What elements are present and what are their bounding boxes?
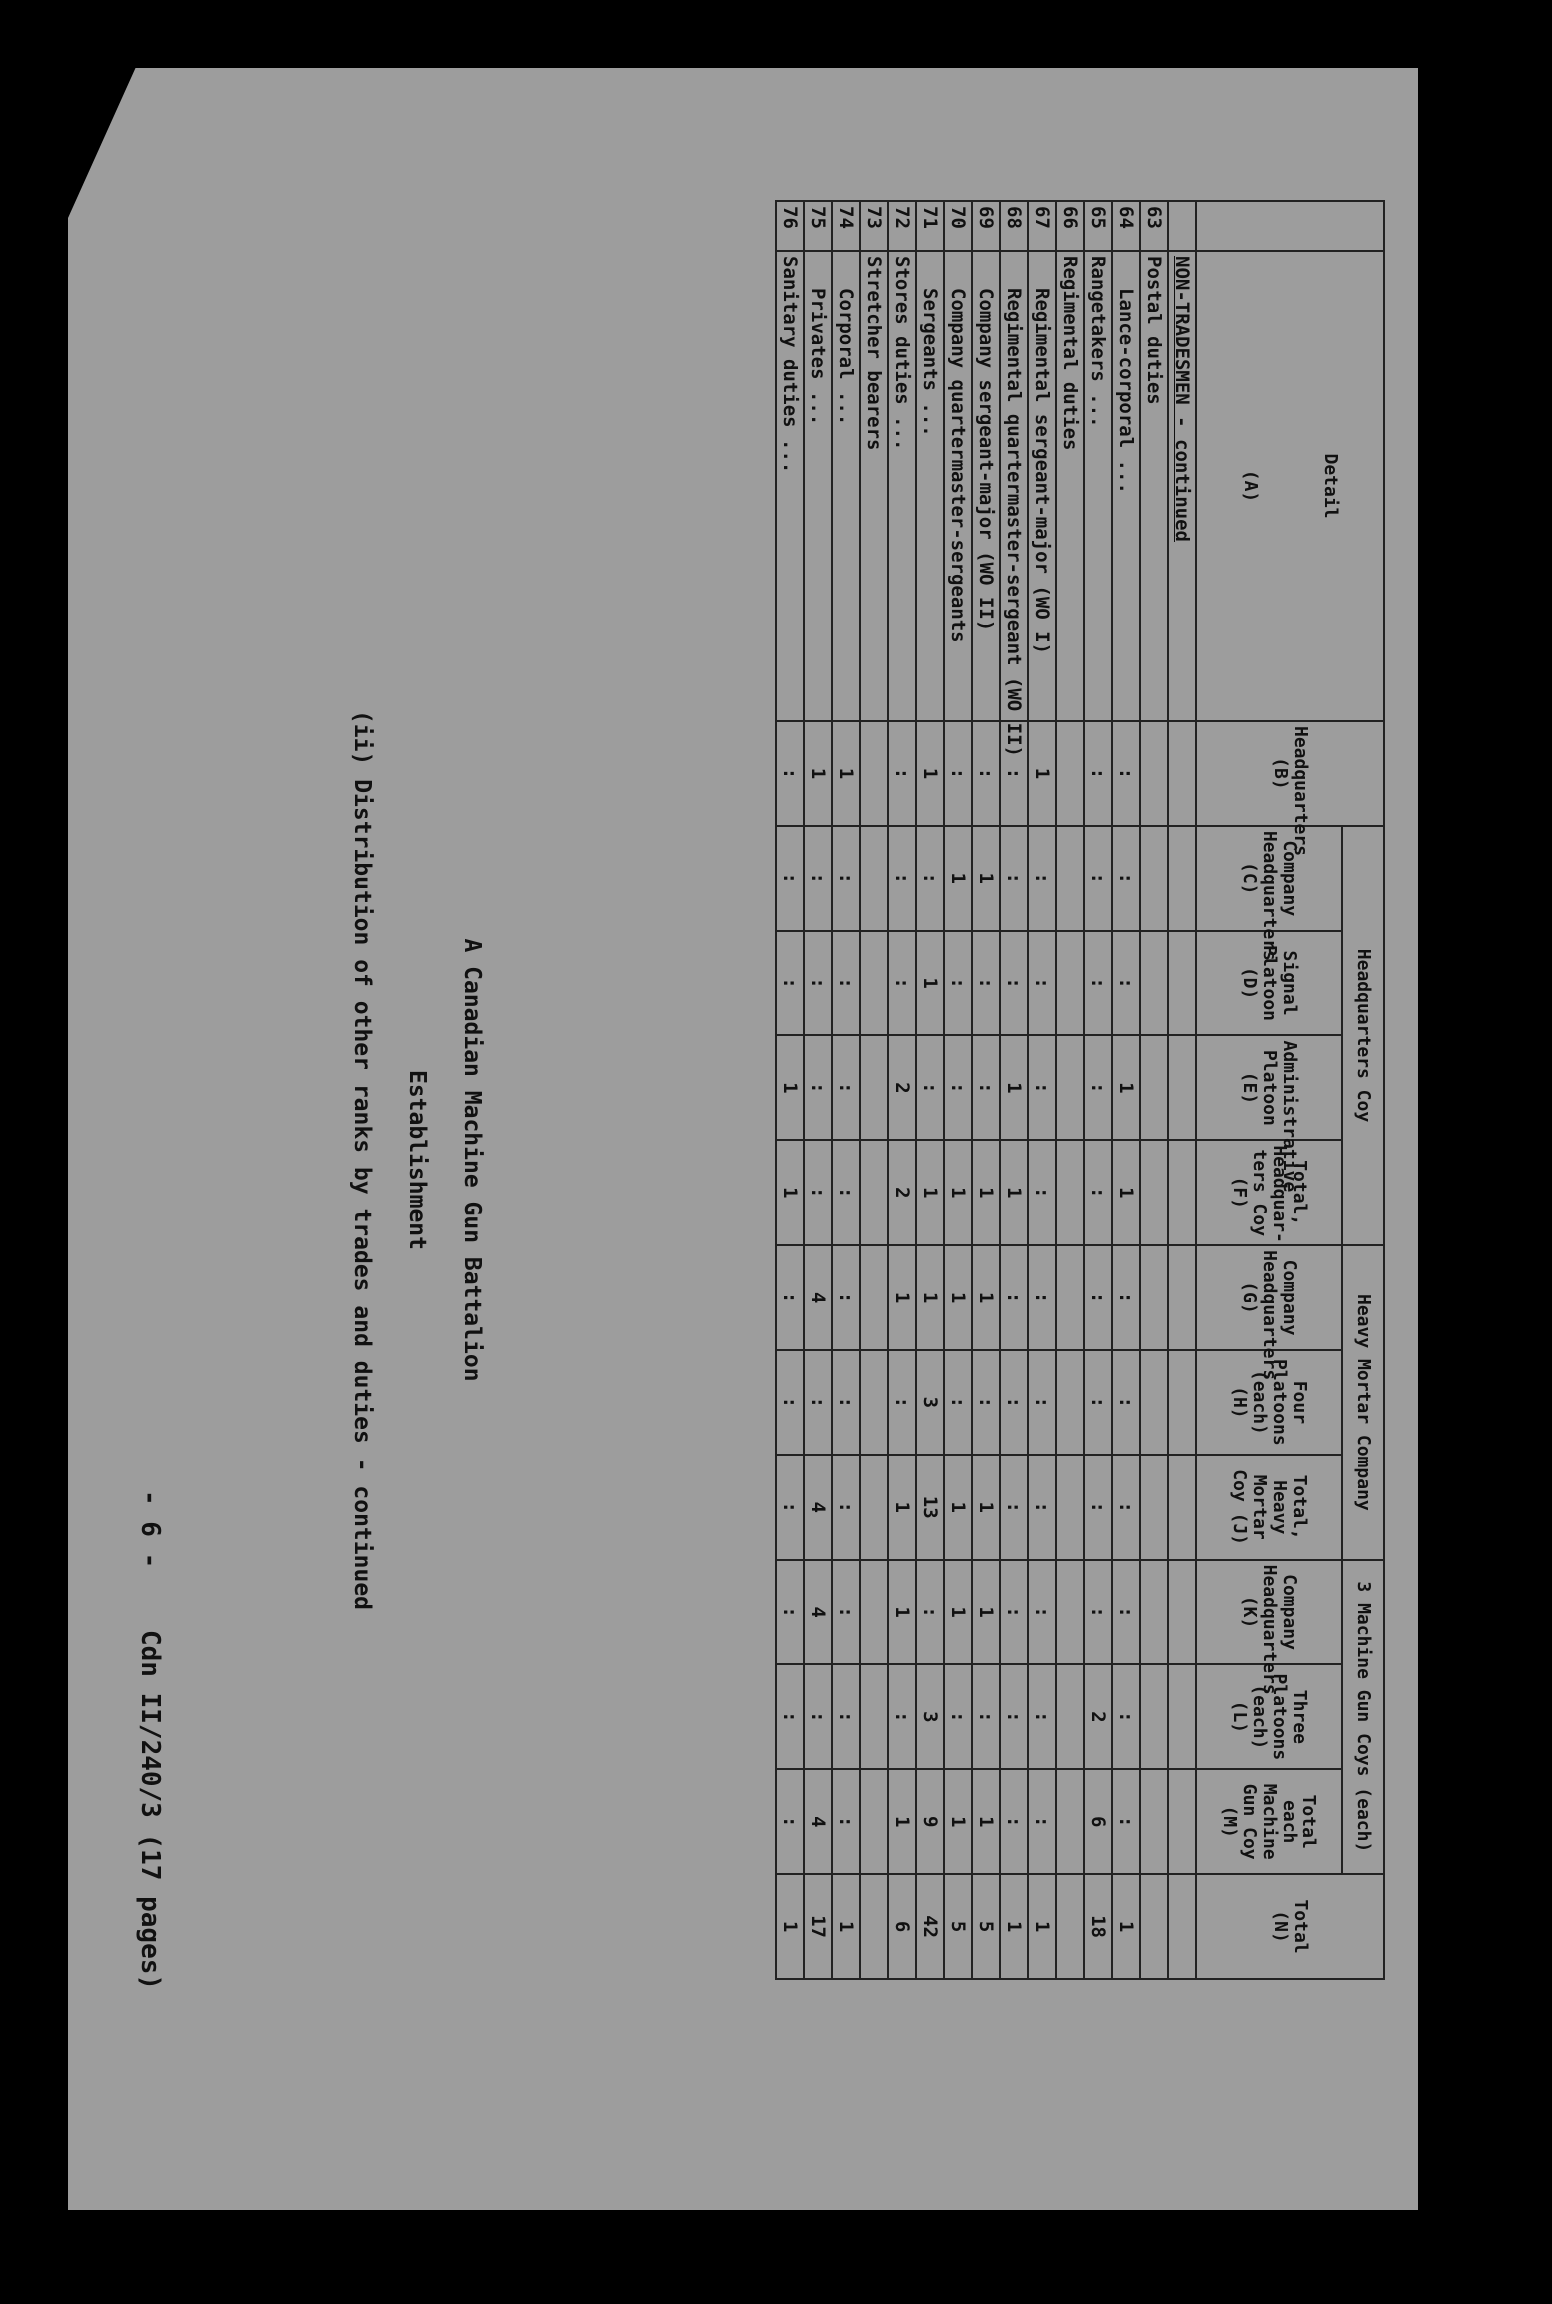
cell-l: :: [972, 1664, 1000, 1769]
cell-h: 3: [916, 1350, 944, 1455]
cell-g: :: [1112, 1245, 1140, 1350]
cell-j: [860, 1455, 888, 1560]
cell-k: 1: [888, 1560, 916, 1665]
cell-j: [1056, 1455, 1084, 1560]
cell-e: [860, 1035, 888, 1140]
cell-j: 4: [804, 1455, 832, 1560]
cell-c: [1056, 826, 1084, 931]
table-row: [1000, 201, 1028, 1979]
cell-l: :: [832, 1664, 860, 1769]
cell-f: :: [1084, 1140, 1112, 1245]
section-heading: NON-TRADESMEN - continued: [1168, 251, 1196, 721]
cell-g: :: [832, 1245, 860, 1350]
cell-m: 1: [944, 1769, 972, 1874]
cell-m: 9: [916, 1769, 944, 1874]
cell-f: :: [1028, 1140, 1056, 1245]
cell-h: :: [1000, 1350, 1028, 1455]
cell-j: 1: [888, 1455, 916, 1560]
header-l: Three Platoons (each) (L): [1196, 1664, 1342, 1769]
cell-j: :: [1112, 1455, 1140, 1560]
table-row: [1140, 201, 1168, 1979]
cell-f: 1: [1000, 1140, 1028, 1245]
cell-l: :: [944, 1664, 972, 1769]
row-detail: Privates ...: [804, 251, 832, 721]
cell-g: :: [1000, 1245, 1028, 1350]
cell-e: 1: [1000, 1035, 1028, 1140]
cell-j: [1140, 1455, 1168, 1560]
cell-n: 18: [1084, 1874, 1112, 1979]
row-detail: Company quartermaster-sergeants: [944, 251, 972, 721]
cell-n: 17: [804, 1874, 832, 1979]
cell-f: [1056, 1140, 1084, 1245]
cell-e: :: [972, 1035, 1000, 1140]
cell-d: [1056, 931, 1084, 1036]
cell-k: :: [776, 1560, 804, 1665]
cell-m: [860, 1769, 888, 1874]
cell-d: :: [944, 931, 972, 1036]
table-cell: [1168, 201, 1196, 251]
cell-c: :: [1112, 826, 1140, 931]
section-heading-row: [1168, 201, 1196, 1979]
row-number: 75: [804, 201, 832, 251]
row-detail: Lance-corporal ...: [1112, 251, 1140, 721]
row-number: 73: [860, 201, 888, 251]
cell-c: [1140, 826, 1168, 931]
cell-g: 1: [944, 1245, 972, 1350]
header-detail-letter: (A): [1240, 469, 1261, 503]
cell-b: 1: [916, 721, 944, 826]
cell-m: :: [1028, 1769, 1056, 1874]
row-number: 66: [1056, 201, 1084, 251]
cell-l: [1140, 1664, 1168, 1769]
table-row: [1112, 201, 1140, 1979]
row-detail: Stretcher bearers: [860, 251, 888, 721]
cell-k: [1140, 1560, 1168, 1665]
header-n: Total (N): [1196, 1874, 1384, 1979]
cell-g: 1: [916, 1245, 944, 1350]
cell-m: 6: [1084, 1769, 1112, 1874]
cell-k: :: [1084, 1560, 1112, 1665]
header-detail-label: Detail: [1319, 453, 1341, 519]
cell-n: 1: [1112, 1874, 1140, 1979]
table-row: [972, 201, 1000, 1979]
cell-f: 1: [776, 1140, 804, 1245]
group-mg-coys: 3 Machine Gun Coys (each): [1342, 1560, 1384, 1874]
row-number: 64: [1112, 201, 1140, 251]
cell-d: :: [1112, 931, 1140, 1036]
cell-m: 4: [804, 1769, 832, 1874]
cell-e: :: [944, 1035, 972, 1140]
cell-g: :: [1084, 1245, 1112, 1350]
header-f: Total, Headquar-ters Coy (F): [1196, 1140, 1342, 1245]
cell-d: :: [832, 931, 860, 1036]
cell-e: 1: [1112, 1035, 1140, 1140]
cell-g: :: [776, 1245, 804, 1350]
cell-m: [1140, 1769, 1168, 1874]
cell-e: :: [1084, 1035, 1112, 1140]
cell-n: [1140, 1874, 1168, 1979]
cell-j: 1: [944, 1455, 972, 1560]
cell-c: :: [804, 826, 832, 931]
table-row: [860, 201, 888, 1979]
cell-k: :: [916, 1560, 944, 1665]
header-e: Administrative Platoon (E): [1196, 1035, 1342, 1140]
header-m: Total each Machine Gun Coy (M): [1196, 1769, 1342, 1874]
cell-c: :: [1084, 826, 1112, 931]
table-body: [776, 201, 1196, 1979]
cell-h: :: [1028, 1350, 1056, 1455]
cell-l: [1056, 1664, 1084, 1769]
cell-d: 1: [916, 931, 944, 1036]
cell-d: :: [1084, 931, 1112, 1036]
cell-n: 1: [1000, 1874, 1028, 1979]
cell-h: :: [776, 1350, 804, 1455]
cell-g: [1140, 1245, 1168, 1350]
cell-g: [860, 1245, 888, 1350]
cell-e: [1056, 1035, 1084, 1140]
row-detail: Corporal ...: [832, 251, 860, 721]
cell-l: :: [888, 1664, 916, 1769]
cell-f: [860, 1140, 888, 1245]
cell-b: [860, 721, 888, 826]
cell-n: 5: [972, 1874, 1000, 1979]
cell-j: :: [1084, 1455, 1112, 1560]
cell-m: [1056, 1769, 1084, 1874]
cell-h: :: [888, 1350, 916, 1455]
document-title: A Canadian Machine Gun Battalion: [459, 938, 485, 1382]
cell-m: :: [1000, 1769, 1028, 1874]
cell-f: [1140, 1140, 1168, 1245]
row-number: 67: [1028, 201, 1056, 251]
cell-b: [1140, 721, 1168, 826]
header-h: Four Platoons (each) (H): [1196, 1350, 1342, 1455]
row-detail: Sanitary duties ...: [776, 251, 804, 721]
cell-b: [1056, 721, 1084, 826]
cell-c: :: [1028, 826, 1056, 931]
cell-b: :: [1000, 721, 1028, 826]
table-row: [944, 201, 972, 1979]
row-detail: Postal duties: [1140, 251, 1168, 721]
cell-l: :: [1000, 1664, 1028, 1769]
cell-j: :: [776, 1455, 804, 1560]
cell-c: 1: [972, 826, 1000, 931]
cell-l: :: [1028, 1664, 1056, 1769]
cell-j: 1: [972, 1455, 1000, 1560]
cell-n: 5: [944, 1874, 972, 1979]
cell-e: :: [804, 1035, 832, 1140]
cell-k: 4: [804, 1560, 832, 1665]
cell-g: :: [1028, 1245, 1056, 1350]
cell-b: 1: [832, 721, 860, 826]
row-number: 65: [1084, 201, 1112, 251]
cell-h: :: [832, 1350, 860, 1455]
cell-d: [1140, 931, 1168, 1036]
row-number: 74: [832, 201, 860, 251]
cell-e: 2: [888, 1035, 916, 1140]
cell-h: [860, 1350, 888, 1455]
header-b: Headquarters (B): [1196, 721, 1384, 826]
cell-b: :: [972, 721, 1000, 826]
row-number: 70: [944, 201, 972, 251]
cell-f: 2: [888, 1140, 916, 1245]
cell-d: :: [888, 931, 916, 1036]
cell-g: 1: [888, 1245, 916, 1350]
document-reference: Cdn II/240/3 (17 pages): [135, 1630, 165, 1991]
cell-m: 1: [972, 1769, 1000, 1874]
cell-n: 1: [776, 1874, 804, 1979]
cell-k: [860, 1560, 888, 1665]
cell-k: :: [1000, 1560, 1028, 1665]
cell-k: [1056, 1560, 1084, 1665]
cell-l: :: [804, 1664, 832, 1769]
cell-b: :: [776, 721, 804, 826]
cell-d: :: [776, 931, 804, 1036]
cell-l: 3: [916, 1664, 944, 1769]
cell-l: :: [776, 1664, 804, 1769]
cell-b: :: [1112, 721, 1140, 826]
cell-h: [1056, 1350, 1084, 1455]
cell-k: 1: [972, 1560, 1000, 1665]
cell-e: :: [832, 1035, 860, 1140]
row-number: 69: [972, 201, 1000, 251]
row-number: 71: [916, 201, 944, 251]
cell-h: :: [944, 1350, 972, 1455]
cell-c: :: [888, 826, 916, 931]
table-row: [1084, 201, 1112, 1979]
group-hq-coy: Headquarters Coy: [1342, 826, 1384, 1245]
cell-b: :: [1084, 721, 1112, 826]
cell-c: 1: [944, 826, 972, 931]
cell-n: 1: [832, 1874, 860, 1979]
table-row: [804, 201, 832, 1979]
row-detail: Sergeants ...: [916, 251, 944, 721]
establishment-table-wrapper: [355, 200, 1385, 1980]
cell-b: 1: [1028, 721, 1056, 826]
cell-n: 42: [916, 1874, 944, 1979]
table-row: [776, 201, 804, 1979]
cell-n: [860, 1874, 888, 1979]
cell-c: [860, 826, 888, 931]
cell-j: :: [1000, 1455, 1028, 1560]
cell-m: :: [776, 1769, 804, 1874]
cell-g: [1056, 1245, 1084, 1350]
cell-b: :: [944, 721, 972, 826]
cell-g: 1: [972, 1245, 1000, 1350]
header-k: Company Headquarters (K): [1196, 1560, 1342, 1665]
cell-l: :: [1112, 1664, 1140, 1769]
table-row: [1028, 201, 1056, 1979]
group-heavy-mortar: Heavy Mortar Company: [1342, 1245, 1384, 1559]
cell-j: :: [832, 1455, 860, 1560]
cell-k: :: [1112, 1560, 1140, 1665]
cell-d: :: [972, 931, 1000, 1036]
cell-n: [1056, 1874, 1084, 1979]
table-row: [832, 201, 860, 1979]
rotated-sheet: [135, 160, 1385, 2160]
cell-h: :: [1084, 1350, 1112, 1455]
row-detail: Stores duties ...: [888, 251, 916, 721]
cell-b: :: [888, 721, 916, 826]
cell-l: 2: [1084, 1664, 1112, 1769]
header-j: Total, Heavy Mortar Coy (J): [1196, 1455, 1342, 1560]
table-row: [1056, 201, 1084, 1979]
page-number: - 6 -: [135, 1490, 165, 1569]
document-subtitle: Establishment: [404, 1069, 430, 1250]
cell-h: :: [972, 1350, 1000, 1455]
table-row: [888, 201, 916, 1979]
cell-n: 6: [888, 1874, 916, 1979]
cell-j: 13: [916, 1455, 944, 1560]
header-c: Company Headquarters (C): [1196, 826, 1342, 931]
header-g: Company Headquarters (G): [1196, 1245, 1342, 1350]
cell-h: [1140, 1350, 1168, 1455]
row-number: 76: [776, 201, 804, 251]
cell-d: :: [804, 931, 832, 1036]
row-detail: Rangetakers ...: [1084, 251, 1112, 721]
cell-f: :: [804, 1140, 832, 1245]
cell-m: :: [1112, 1769, 1140, 1874]
cell-g: 4: [804, 1245, 832, 1350]
cell-h: :: [1112, 1350, 1140, 1455]
cell-h: :: [804, 1350, 832, 1455]
cell-d: [860, 931, 888, 1036]
cell-m: :: [832, 1769, 860, 1874]
table-row: [916, 201, 944, 1979]
cell-l: [860, 1664, 888, 1769]
cell-k: :: [832, 1560, 860, 1665]
cell-b: 1: [804, 721, 832, 826]
cell-m: 1: [888, 1769, 916, 1874]
row-detail: Regimental quartermaster-sergeant (WO II): [1000, 251, 1028, 721]
header-number: [1196, 201, 1384, 251]
cell-f: 1: [972, 1140, 1000, 1245]
cell-k: 1: [944, 1560, 972, 1665]
cell-n: 1: [1028, 1874, 1056, 1979]
header-detail: [1196, 251, 1384, 721]
cell-j: :: [1028, 1455, 1056, 1560]
row-detail: Regimental sergeant-major (WO I): [1028, 251, 1056, 721]
cell-e: [1140, 1035, 1168, 1140]
cell-e: :: [916, 1035, 944, 1140]
row-number: 63: [1140, 201, 1168, 251]
cell-d: :: [1028, 931, 1056, 1036]
cell-f: :: [832, 1140, 860, 1245]
cell-c: :: [1000, 826, 1028, 931]
cell-c: :: [776, 826, 804, 931]
row-detail: Regimental duties: [1056, 251, 1084, 721]
row-number: 68: [1000, 201, 1028, 251]
header-d: Signal Platoon (D): [1196, 931, 1342, 1036]
establishment-table: [775, 200, 1385, 1980]
cell-e: 1: [776, 1035, 804, 1140]
cell-d: :: [1000, 931, 1028, 1036]
cell-f: 1: [1112, 1140, 1140, 1245]
section-title: (ii) Distribution of other ranks by trades and duties - continued: [349, 709, 375, 1611]
cell-f: 1: [916, 1140, 944, 1245]
row-detail: Company sergeant-major (WO II): [972, 251, 1000, 721]
cell-k: :: [1028, 1560, 1056, 1665]
cell-f: 1: [944, 1140, 972, 1245]
cell-c: :: [916, 826, 944, 931]
cell-c: :: [832, 826, 860, 931]
row-number: 72: [888, 201, 916, 251]
cell-e: :: [1028, 1035, 1056, 1140]
